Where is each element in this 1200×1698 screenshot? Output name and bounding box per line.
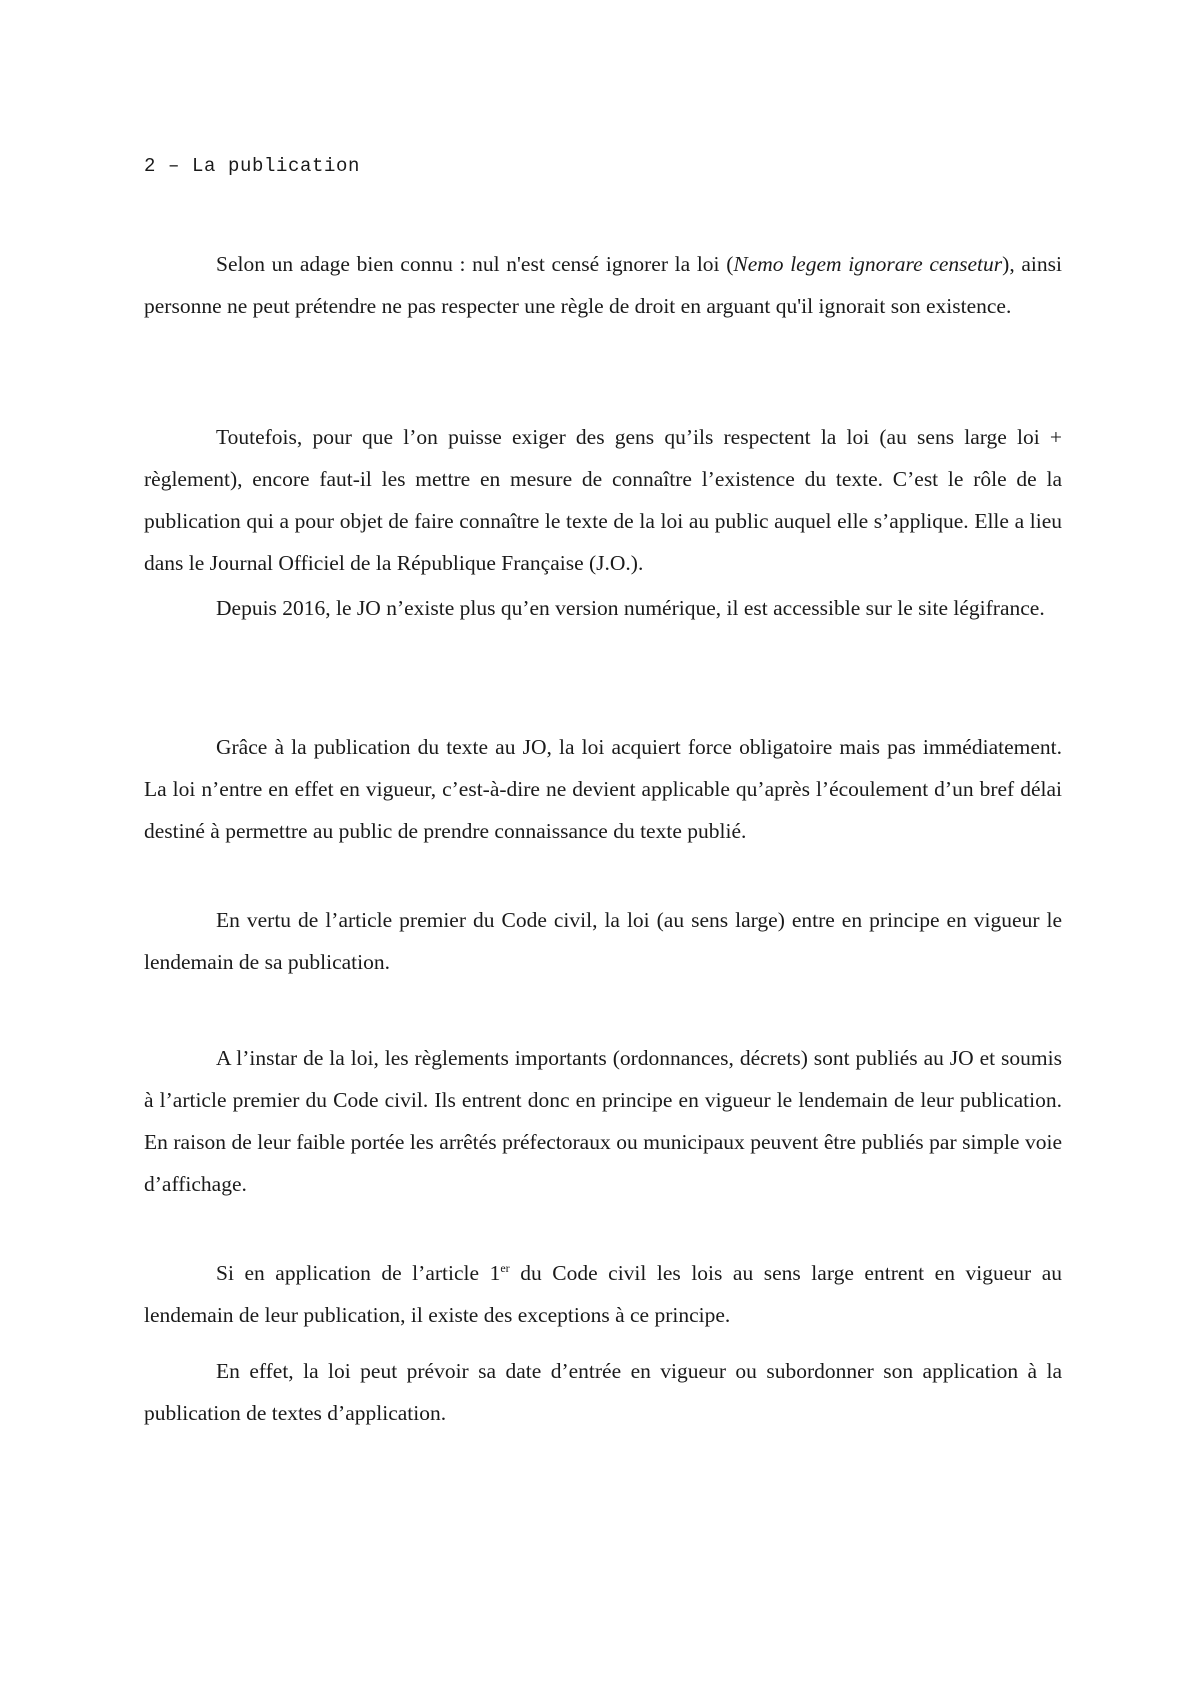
paragraph-binding-force: Grâce à la publication du texte au JO, la loi acquiert force obligatoire mais pas immédiatement. La loi n’entre en effet en vigueur, c’est-à-dire ne devient applicable qu’après l’écoulement d’un bref délai destiné à permettre au public de prendre connaissance du texte publié.: [144, 735, 1062, 843]
paragraph-exceptions: [144, 1252, 1062, 1336]
paragraph-date-entree: En effet, la loi peut prévoir sa date d’entrée en vigueur ou subordonner son application à la publication de textes d’application.: [144, 1359, 1062, 1425]
section-heading: 2 – La publication: [144, 155, 361, 177]
paragraph-adage: [144, 243, 1062, 327]
paragraph-article-premier: En vertu de l’article premier du Code civil, la loi (au sens large) entre en principe en vigueur le lendemain de sa publication.: [144, 908, 1062, 974]
paragraph-text: Selon un adage bien connu : nul n'est censé ignorer la loi (: [216, 252, 734, 276]
latin-maxim: Nemo legem ignorare censetur: [733, 252, 1003, 276]
paragraph-text: du Code civil les lois au sens large entrent en vigueur au lendemain de leur publication, il existe des exceptions à ce principe.: [144, 1261, 1062, 1327]
paragraph-publication-role: Toutefois, pour que l’on puisse exiger des gens qu’ils respectent la loi (au sens large loi + règlement), encore faut-il les mettre en mesure de connaître l’existence du texte. C’est le rôle de la publication qui a pour objet de faire connaître le texte de la loi au public auquel elle s’applique. Elle a lieu dans le Journal Officiel de la République Française (J.O.).: [144, 425, 1062, 575]
paragraph-text: ), ainsi personne ne peut prétendre ne pas respecter une règle de droit en arguant qu'il ignorait son existence.: [144, 252, 1062, 318]
ordinal-superscript: er: [500, 1260, 510, 1275]
paragraph-reglements: A l’instar de la loi, les règlements importants (ordonnances, décrets) sont publiés au JO et soumis à l’article premier du Code civil. Ils entrent donc en principe en vigueur le lendemain de leur publication. En raison de leur faible portée les arrêtés préfectoraux ou municipaux peuvent être publiés par simple voie d’affichage.: [144, 1046, 1062, 1196]
paragraph-digital-jo: Depuis 2016, le JO n’existe plus qu’en version numérique, il est accessible sur le site légifrance.: [216, 596, 1045, 620]
paragraph-text: Si en application de l’article 1: [216, 1261, 501, 1285]
